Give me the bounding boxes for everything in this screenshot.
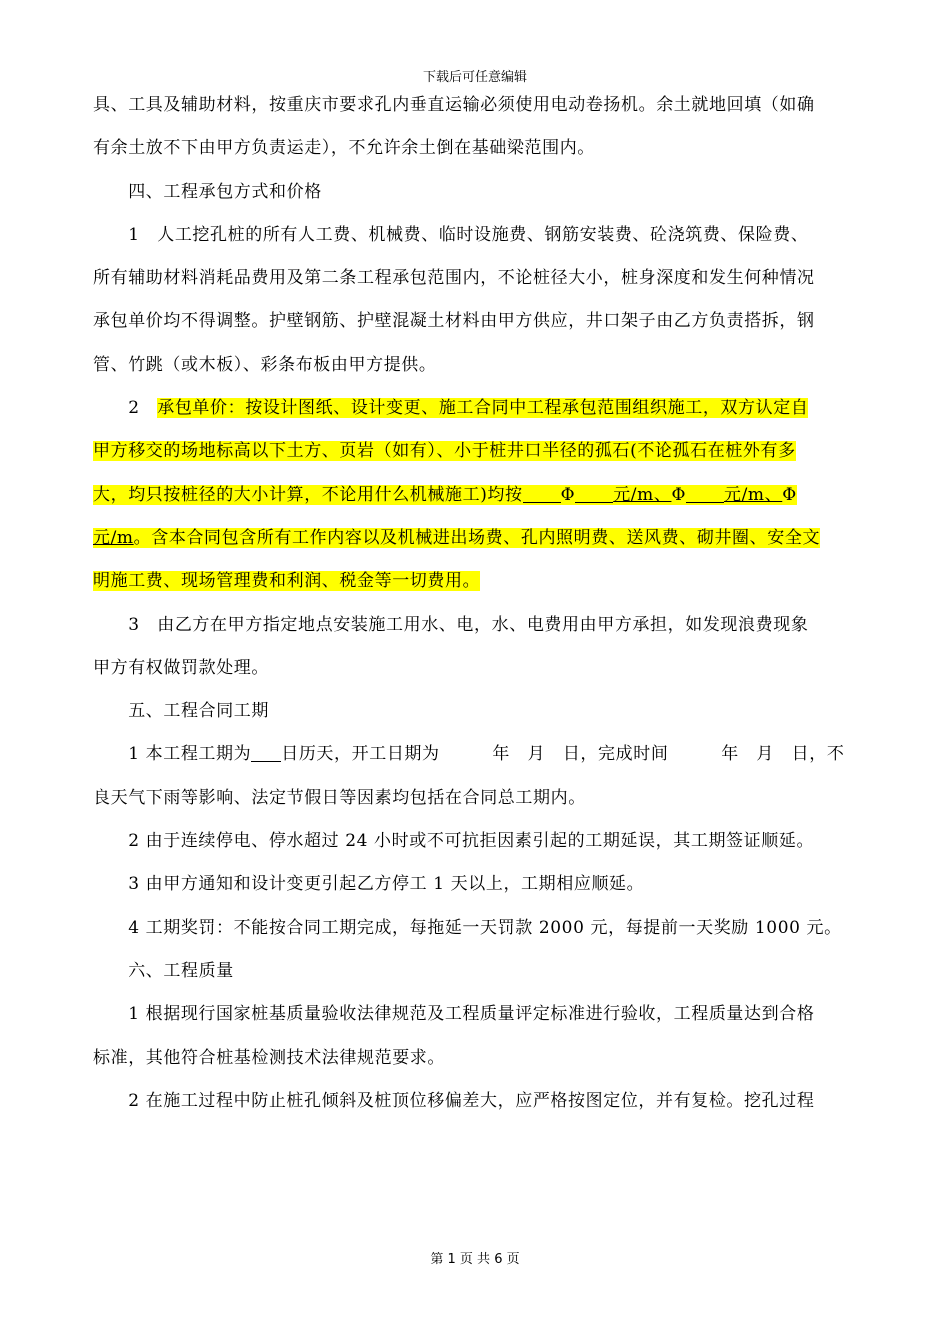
- section-heading-4: 四、工程承包方式和价格: [93, 181, 322, 202]
- highlighted-line: [93, 482, 883, 525]
- highlighted-text: 明施工费、现场管理费和利润、税金等一切费用。: [93, 571, 481, 592]
- page-header: 下载后可任意编辑: [422, 70, 527, 85]
- paragraph-line: 管、竹跳（或木板）、彩条布板由甲方提供。: [93, 354, 437, 375]
- highlighted-line: [93, 438, 883, 481]
- paragraph-line: 承包单价均不得调整。护壁钢筋、护壁混凝土材料由甲方供应，井口架子由乙方负责搭拆，钢: [93, 311, 815, 332]
- highlighted-text: 大，均只按桩径的大小计算，不论用什么机械施工)均按 Φ 元/m、Φ 元/m、Φ: [93, 485, 797, 505]
- highlighted-text: 承包单价：按设计图纸、设计变更、施工合同中工程承包范围组织施工，双方认定自: [157, 398, 809, 419]
- highlighted-line: [93, 568, 883, 611]
- clause-number: 2: [93, 398, 158, 419]
- paragraph-line: 有余土放不下由甲方负责运走），不允许余土倒在基础梁范围内。: [93, 138, 595, 159]
- highlighted-line: [93, 525, 883, 568]
- paragraph-line: 1 根据现行国家桩基质量验收法律规范及工程质量评定标准进行验收，工程质量达到合格: [93, 1004, 815, 1025]
- paragraph-line: 良天气下雨等影响、法定节假日等因素均包括在合同总工期内。: [93, 787, 586, 808]
- blank-field[interactable]: [575, 482, 613, 503]
- paragraph-line: 甲方有权做罚款处理。: [93, 657, 269, 678]
- page-footer: 第 1 页 共 6 页: [430, 1252, 520, 1267]
- paragraph-line: 2 由于连续停电、停水超过 24 小时或不可抗拒因素引起的工期延误，其工期签证顺延。: [93, 831, 815, 852]
- paragraph-line: 标准，其他符合桩基检测技术法律规范要求。: [93, 1047, 445, 1068]
- paragraph-line: 1 本工程工期为 日历天，开工日期为 年 月 日，完成时间 年 月 日，不: [93, 741, 883, 784]
- section-heading-5: 五、工程合同工期: [93, 701, 269, 722]
- paragraph-line: 4 工期奖罚：不能按合同工期完成，每拖延一天罚款 2000 元，每提前一天奖励 1000 元。: [93, 917, 842, 938]
- highlighted-text: 元/m。含本合同包含所有工作内容以及机械进出场费、孔内照明费、送风费、砌井圈、安全文: [93, 527, 821, 548]
- paragraph-line: 具、工具及辅助材料，按重庆市要求孔内垂直运输必须使用电动卷扬机。余土就地回填（如确: [93, 95, 815, 115]
- paragraph-line: 3 由乙方在甲方指定地点安装施工用水、电，水、电费用由甲方承担，如发现浪费现象: [93, 614, 809, 635]
- paragraph-line: 所有辅助材料消耗品费用及第二条工程承包范围内，不论桩径大小，桩身深度和发生何种情况: [93, 268, 815, 289]
- section-heading-6: 六、工程质量: [93, 960, 234, 981]
- highlighted-text: 甲方移交的场地标高以下土方、页岩（如有）、小于桩井口半径的孤石(不论孤石在桩外有多: [93, 441, 796, 462]
- blank-field[interactable]: [523, 482, 561, 503]
- highlighted-line: [93, 395, 883, 438]
- paragraph-line: 2 在施工过程中防止桩孔倾斜及桩顶位移偏差大，应严格按图定位，并有复检。挖孔过程: [93, 1090, 815, 1111]
- blank-field[interactable]: [251, 741, 281, 762]
- blank-field[interactable]: [686, 482, 724, 503]
- document-body: [93, 92, 883, 1131]
- paragraph-line: 1 人工挖孔桩的所有人工费、机械费、临时设施费、钢筋安装费、砼浇筑费、保险费、: [93, 224, 809, 245]
- paragraph-line: 3 由甲方通知和设计变更引起乙方停工 1 天以上，工期相应顺延。: [93, 874, 645, 895]
